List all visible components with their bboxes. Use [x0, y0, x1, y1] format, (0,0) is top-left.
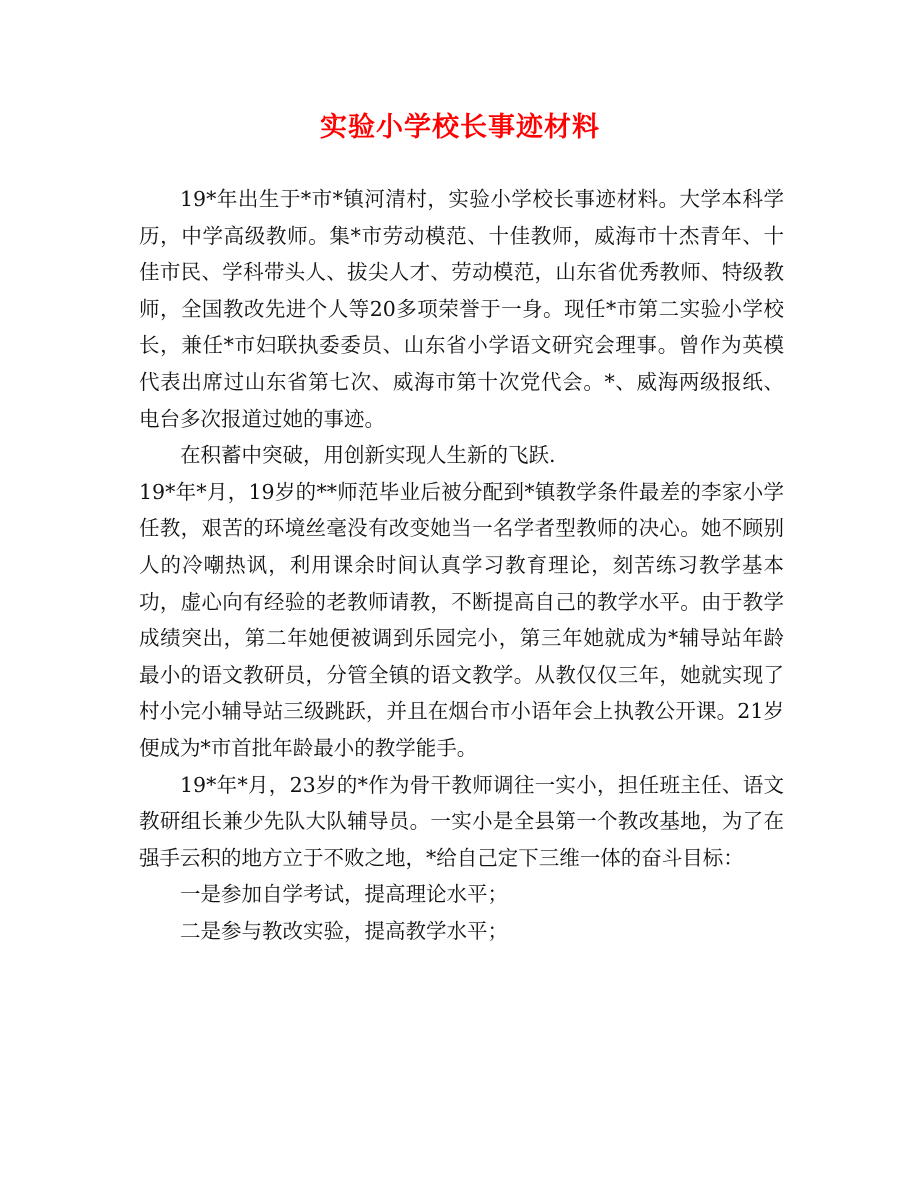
paragraph-goal-two: 二是参与教改实验，提高教学水平； — [180, 918, 508, 943]
document-title: 实验小学校长事迹材料 — [320, 112, 600, 143]
paragraph-biography: 19*年出生于*市*镇河清村，实验小学校长事迹材料。大学本科学历，中学高级教师。集*市劳动模范、十佳教师，威海市十杰青年、十佳市民、学科带头人、拔尖人才、劳动模范，山东省优秀教师、特级教师，全国教改先进个人等20多项荣誉于一身。现任*市第二实验小学校长，兼任*市妇联执委委员、山东省小学语文研究会理事。曾作为英模代表出席过山东省第七次、威海市第十次党代会。*、威海两级报纸、电台多次报道过她的事迹。 — [139, 187, 784, 431]
paragraph-goal-one: 一是参加自学考试，提高理论水平； — [180, 882, 508, 907]
paragraph-section-heading: 在积蓄中突破，用创新实现人生新的飞跃. — [180, 443, 556, 468]
paragraph-early-career: 19*年*月，19岁的**师范毕业后被分配到*镇教学条件最差的李家小学任教，艰苦的环境丝毫没有改变她当一名学者型教师的决心。她不顾别人的冷嘲热讽，利用课余时间认真学习教育理论，刻苦练习教学基本功，虚心向有经验的老教师请教，不断提高自己的教学水平。由于教学成绩突出，第二年她便被调到乐园完小，第三年她就成为*辅导站年龄最小的语文教研员，分管全镇的语文教学。从教仅仅三年，她就实现了村小完小辅导站三级跳跃，并且在烟台市小语年会上执教公开课。21岁便成为*市首批年龄最小的教学能手。 — [139, 479, 784, 760]
document-body — [139, 181, 784, 949]
paragraph-transfer: 19*年*月，23岁的*作为骨干教师调往一实小，担任班主任、语文教研组长兼少先队大队辅导员。一实小是全县第一个教改基地，为了在强手云积的地方立于不败之地，*给自己定下三维一体的奋斗目标： — [139, 772, 784, 870]
